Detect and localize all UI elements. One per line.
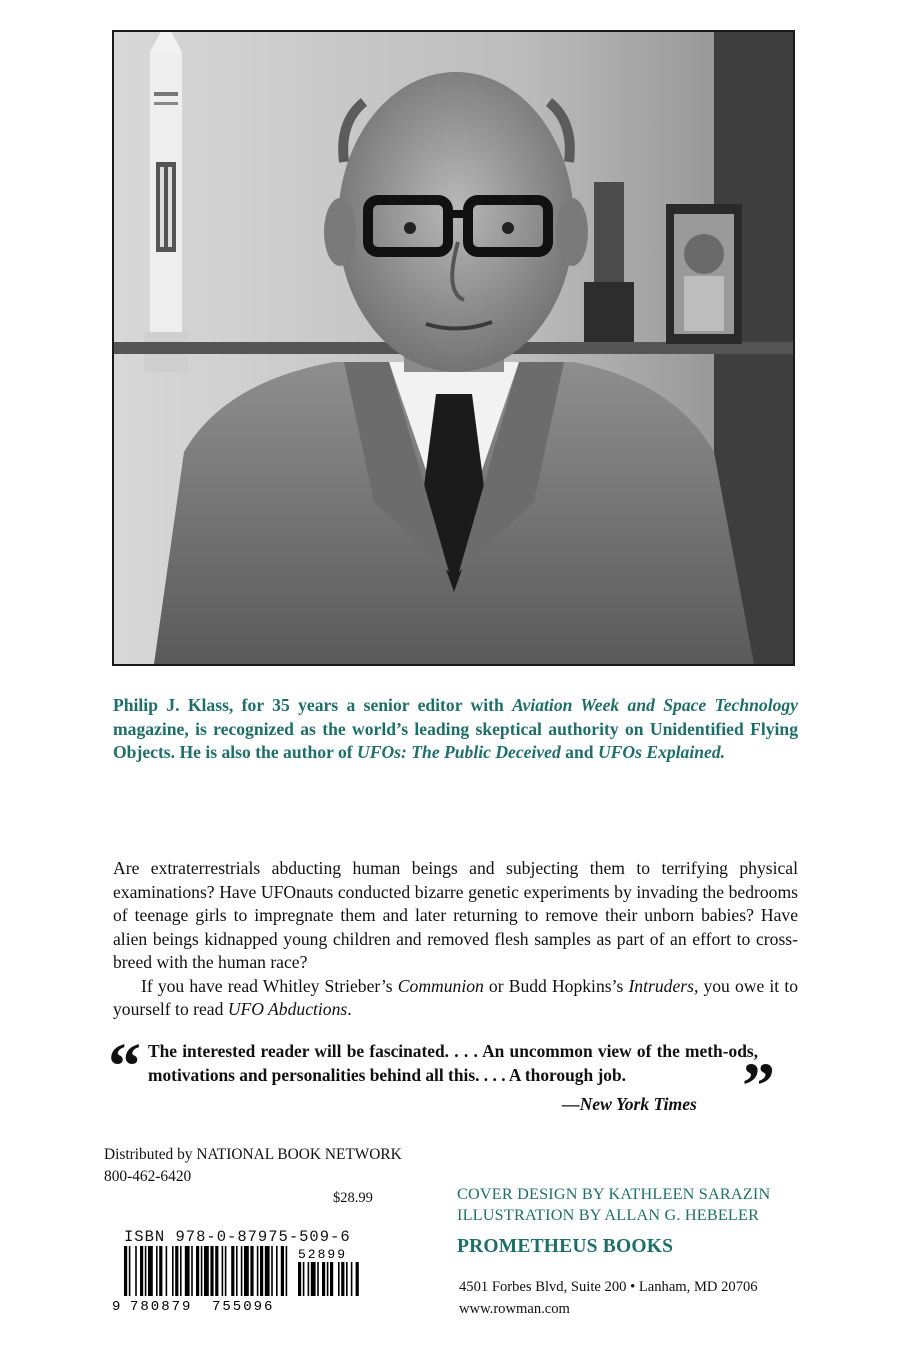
barcode-bar [135,1246,137,1296]
barcode-right-digits: 755096 [212,1299,275,1312]
book-title-1: UFOs: The Public Deceived [357,742,561,762]
distributor-line: Distributed by NATIONAL BOOK NETWORK [104,1146,402,1163]
publisher-address-block [459,1276,758,1320]
distribution-info [104,1144,402,1188]
barcode-addon-bar [330,1262,333,1296]
barcode-bar [196,1246,199,1296]
barcode-bar [156,1246,158,1296]
barcode-addon-bar [298,1262,301,1296]
publisher-address: 4501 Forbes Blvd, Suite 200 • Lanham, MD 20706 [459,1279,758,1295]
barcode-bar [185,1246,190,1296]
barcode-addon-bar [338,1262,340,1296]
quote-text: The interested reader will be fascinated. . . . An uncommon view of the meth-ods, motivations and personalities behind all this. . . . A thorough job. [148,1041,758,1085]
barcode [112,1246,362,1317]
barcode-addon-bar [311,1262,316,1296]
design-credits [457,1184,770,1226]
barcode-bar [225,1246,227,1296]
magazine-title: Aviation Week and Space Technology [512,695,798,715]
barcode-addon-bar [346,1262,348,1296]
barcode-addon-bar [351,1262,353,1296]
barcode-bar [286,1246,288,1296]
barcode-bar [172,1246,174,1296]
barcode-graphic [112,1246,362,1312]
barcode-lead-digit: 9 [112,1299,121,1312]
author-photo-illustration [114,32,793,664]
close-quote-mark: ” [742,1050,775,1123]
barcode-bar [129,1246,131,1296]
price: $28.99 [333,1190,373,1206]
publisher-name: PROMETHEUS BOOKS [457,1236,674,1257]
barcode-addon-bar [308,1262,310,1296]
barcode-addon-bar [341,1262,344,1296]
barcode-addon-bar [356,1262,359,1296]
author-bio: Philip J. Klass, for 35 years a senior editor with Aviation Week and Space Technology magazine, is recognized as the world’s leading skeptical authority on Unidentified Flying Objects. He is also the author of UFOs: The Public Deceived and UFOs Explained. [113,695,798,762]
barcode-bar [215,1246,218,1296]
book-description [113,857,798,1022]
barcode-bar [201,1246,203,1296]
barcode-left-digits: 780879 [130,1299,193,1312]
barcode-bar [257,1246,259,1296]
description-paragraph: Are extraterrestrials abducting human beings and subjecting them to terrifying physical examinations? Have UFOnauts conducted bizarre genetic experiments by invading the bedrooms of teenage girls to impregnate them and later returning to remove their unborn babies? Have alien beings kidnapped young children and removed flesh samples as part of an effort to cross-breed with the human race? [113,858,798,972]
barcode-bar [140,1246,143,1296]
description-paragraph-2: If you have read Whitley Strieber’s Communion or Budd Hopkins’s Intruders, you owe it to yourself to read UFO Abductions. [113,975,798,1019]
distributor-phone: 800-462-6420 [104,1168,192,1185]
illustration-credit: ILLUSTRATION BY ALLAN G. HEBELER [457,1206,760,1224]
communion-title: Communion [397,975,484,996]
barcode-bar [271,1246,273,1296]
book-title-2: UFOs Explained. [597,742,726,762]
barcode-bar [241,1246,243,1296]
isbn-number: ISBN 978-0-87975-509-6 [124,1228,351,1246]
quote-source: —New York Times [562,1094,697,1114]
barcode-bar [124,1246,127,1296]
publisher-website: www.rowman.com [459,1301,570,1317]
cover-design-credit: COVER DESIGN BY KATHLEEN SARAZIN [457,1185,771,1203]
barcode-bar [204,1246,209,1296]
barcode-bar [222,1246,224,1296]
barcode-addon-bar [303,1262,305,1296]
barcode-bar [145,1246,147,1296]
review-quote [108,1030,802,1123]
barcode-addon-bar [322,1262,325,1296]
barcode-bar [250,1246,253,1296]
barcode-bar [265,1246,270,1296]
barcode-bar [148,1246,153,1296]
author-name: Philip J. Klass [113,695,229,715]
barcode-bar [159,1246,162,1296]
barcode-bar [236,1246,238,1296]
barcode-bar [166,1246,168,1296]
barcode-addon-bar [317,1262,319,1296]
intruders-title: Intruders, [628,975,699,996]
barcode-bar [191,1246,193,1296]
barcode-bar [276,1246,278,1296]
barcode-bar [175,1246,178,1296]
barcode-addon-digits: 52899 [298,1247,348,1262]
barcode-bar [281,1246,284,1296]
barcode-bar [210,1246,213,1296]
barcode-bar [244,1246,249,1296]
barcode-addon-bar [327,1262,329,1296]
barcode-bar [260,1246,263,1296]
book-title: UFO Abductions [227,999,348,1019]
author-photo [112,30,795,666]
barcode-bar [231,1246,234,1296]
barcode-bar [180,1246,182,1296]
open-quote-mark: “ [108,1030,141,1103]
